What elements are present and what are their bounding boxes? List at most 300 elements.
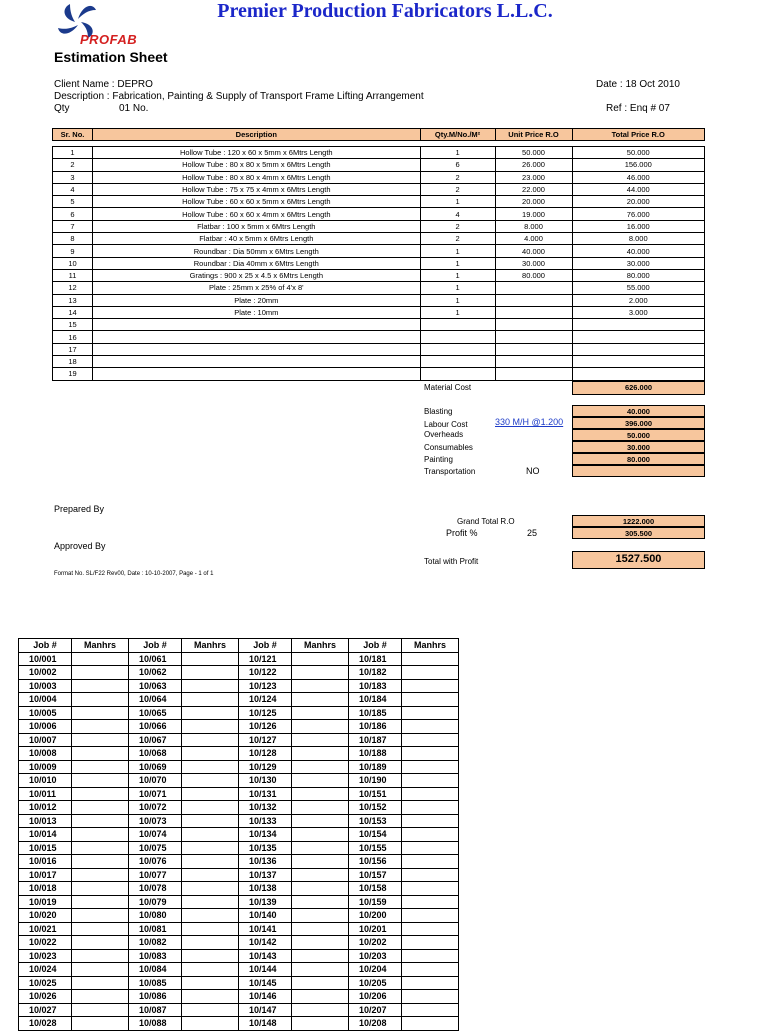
job-number: 10/025 [19,976,72,990]
manhours-cell [402,936,459,950]
manhours-cell [182,679,239,693]
item-qty: 4 [420,208,495,220]
manhours-cell [72,666,129,680]
manhours-cell [72,679,129,693]
manhours-cell [292,720,349,734]
col-sr: Sr. No. [53,129,93,141]
job-number: 10/085 [129,976,182,990]
manhours-header: Manhrs [182,639,239,653]
table-row [53,220,705,232]
job-number: 10/137 [239,868,292,882]
job-number: 10/002 [19,666,72,680]
manhours-cell [72,720,129,734]
item-sr: 7 [53,220,93,232]
job-number: 10/016 [19,855,72,869]
item-unit-price: 8.000 [495,220,572,232]
manhours-cell [182,693,239,707]
item-description: Plate : 25mm x 25% of 4'x 8' [93,282,421,294]
manhours-cell [402,990,459,1004]
table-row [53,208,705,220]
job-number: 10/139 [239,895,292,909]
job-number: 10/153 [349,814,402,828]
job-number: 10/186 [349,720,402,734]
manhours-cell [292,976,349,990]
job-number: 10/012 [19,801,72,815]
manhours-cell [292,801,349,815]
manhours-cell [292,895,349,909]
job-number: 10/005 [19,706,72,720]
item-description: Hollow Tube : 80 x 80 x 4mm x 6Mtrs Length [93,171,421,183]
job-number: 10/017 [19,868,72,882]
item-total-price [572,368,704,380]
item-unit-price [495,331,572,343]
manhours-cell [402,733,459,747]
item-qty: 6 [420,159,495,171]
job-number: 10/003 [19,679,72,693]
company-logo [52,2,148,48]
item-unit-price: 80.000 [495,269,572,281]
qty-label: Qty [54,103,70,114]
item-qty [420,331,495,343]
job-number: 10/206 [349,990,402,1004]
manhours-cell [182,774,239,788]
item-description: Gratings : 900 x 25 x 4.5 x 6Mtrs Length [93,269,421,281]
item-sr: 5 [53,196,93,208]
job-row [19,787,459,801]
transportation-box [572,465,705,477]
job-number: 10/061 [129,652,182,666]
manhours-cell [292,936,349,950]
manhours-cell [72,976,129,990]
item-total-price: 20.000 [572,196,704,208]
table-row [53,147,705,159]
job-number: 10/145 [239,976,292,990]
job-row [19,679,459,693]
estimate-header [52,128,705,141]
manhours-cell [72,814,129,828]
painting-label: Painting [424,455,453,464]
job-number: 10/076 [129,855,182,869]
manhours-header: Manhrs [402,639,459,653]
manhours-cell [292,949,349,963]
job-number: 10/011 [19,787,72,801]
logo-text: PROFAB [80,32,138,47]
item-total-price: 3.000 [572,306,704,318]
job-number: 10/065 [129,706,182,720]
item-total-price: 76.000 [572,208,704,220]
item-sr: 14 [53,306,93,318]
manhours-cell [182,882,239,896]
job-row [19,841,459,855]
job-number: 10/183 [349,679,402,693]
material-cost-value: 626.000 [572,381,705,395]
table-row [53,269,705,281]
job-number: 10/007 [19,733,72,747]
table-row [53,183,705,195]
item-sr: 6 [53,208,93,220]
item-description: Roundbar : Dia 40mm x 6Mtrs Length [93,257,421,269]
item-total-price [572,319,704,331]
job-number: 10/205 [349,976,402,990]
item-description [93,319,421,331]
item-qty: 1 [420,282,495,294]
job-row [19,976,459,990]
manhours-cell [402,1017,459,1031]
manhours-cell [402,922,459,936]
item-sr: 8 [53,233,93,245]
manhours-cell [402,828,459,842]
cost-breakdown-boxes [572,405,705,477]
job-row [19,1017,459,1031]
job-row [19,1003,459,1017]
job-number: 10/009 [19,760,72,774]
job-row [19,666,459,680]
manhours-cell [72,1017,129,1031]
job-number: 10/028 [19,1017,72,1031]
job-row [19,720,459,734]
item-qty: 2 [420,171,495,183]
job-number: 10/127 [239,733,292,747]
manhours-cell [402,882,459,896]
item-unit-price [495,319,572,331]
col-unit-price: Unit Price R.O [495,129,572,141]
job-number: 10/144 [239,963,292,977]
item-qty: 1 [420,294,495,306]
manhours-cell [182,760,239,774]
job-row [19,990,459,1004]
item-unit-price [495,282,572,294]
item-unit-price [495,343,572,355]
job-row [19,814,459,828]
job-number: 10/190 [349,774,402,788]
item-sr: 16 [53,331,93,343]
item-qty [420,368,495,380]
manhours-cell [182,895,239,909]
job-number: 10/086 [129,990,182,1004]
manhours-cell [292,882,349,896]
job-number: 10/138 [239,882,292,896]
item-total-price: 55.000 [572,282,704,294]
item-total-price: 30.000 [572,257,704,269]
item-sr: 15 [53,319,93,331]
manhours-cell [182,936,239,950]
job-number: 10/124 [239,693,292,707]
manhours-cell [292,841,349,855]
manhours-cell [292,963,349,977]
job-number: 10/148 [239,1017,292,1031]
item-unit-price: 4.000 [495,233,572,245]
job-number: 10/152 [349,801,402,815]
item-description [93,331,421,343]
manhours-cell [182,652,239,666]
sheet-title: Estimation Sheet [54,49,168,65]
item-qty: 2 [420,233,495,245]
table-row [53,257,705,269]
job-row [19,936,459,950]
manhours-cell [72,828,129,842]
job-number: 10/126 [239,720,292,734]
item-sr: 10 [53,257,93,269]
job-number-header: Job # [349,639,402,653]
job-number: 10/074 [129,828,182,842]
manhours-cell [72,760,129,774]
profit-value: 305.500 [572,527,705,539]
job-number: 10/132 [239,801,292,815]
job-number: 10/064 [129,693,182,707]
job-row [19,909,459,923]
job-number: 10/156 [349,855,402,869]
table-row [53,331,705,343]
item-total-price: 40.000 [572,245,704,257]
total-with-profit-value: 1527.500 [572,551,705,569]
item-sr: 18 [53,356,93,368]
manhours-cell [72,1003,129,1017]
manhours-cell [72,868,129,882]
reference: Ref : Enq # 07 [606,103,670,114]
job-number: 10/203 [349,949,402,963]
item-unit-price: 40.000 [495,245,572,257]
estimate-items-table [52,146,705,381]
manhours-cell [72,733,129,747]
job-number: 10/123 [239,679,292,693]
manhours-cell [182,855,239,869]
profit-percent: 25 [527,528,538,538]
profit-label: Profit % [446,528,478,538]
job-row [19,693,459,707]
job-number: 10/006 [19,720,72,734]
item-sr: 13 [53,294,93,306]
job-number: 10/128 [239,747,292,761]
job-number: 10/129 [239,760,292,774]
item-qty: 1 [420,269,495,281]
format-note: Format No. SL/F22 Rev00, Date : 10-10-2007, Page - 1 of 1 [54,571,214,577]
job-row [19,652,459,666]
manhours-cell [182,733,239,747]
job-row [19,949,459,963]
job-number: 10/202 [349,936,402,950]
job-number: 10/080 [129,909,182,923]
job-number: 10/001 [19,652,72,666]
description-line: Description : Fabrication, Painting & Supply of Transport Frame Lifting Arrangement [54,91,424,102]
job-row [19,882,459,896]
job-number: 10/187 [349,733,402,747]
job-number: 10/181 [349,652,402,666]
manhours-cell [72,706,129,720]
job-row [19,760,459,774]
manhours-cell [182,949,239,963]
job-number: 10/026 [19,990,72,1004]
job-number: 10/083 [129,949,182,963]
manhours-cell [182,666,239,680]
item-total-price: 44.000 [572,183,704,195]
item-sr: 9 [53,245,93,257]
total-with-profit-label: Total with Profit [424,557,479,566]
table-row [53,356,705,368]
job-row [19,747,459,761]
item-total-price: 2.000 [572,294,704,306]
manhours-cell [292,909,349,923]
manhours-cell [402,976,459,990]
job-number: 10/069 [129,760,182,774]
manhours-cell [292,922,349,936]
item-unit-price: 23.000 [495,171,572,183]
client-name: Client Name : DEPRO [54,79,153,90]
item-sr: 2 [53,159,93,171]
manhours-cell [402,814,459,828]
job-number: 10/019 [19,895,72,909]
item-qty [420,356,495,368]
job-number: 10/143 [239,949,292,963]
job-row [19,895,459,909]
manhours-cell [402,652,459,666]
job-number: 10/184 [349,693,402,707]
manhours-cell [292,679,349,693]
manhours-cell [292,828,349,842]
item-unit-price: 26.000 [495,159,572,171]
labour-rate-link[interactable]: 330 M/H @1.200 [495,417,564,427]
painting-value: 80.000 [572,453,705,465]
manhours-cell [182,922,239,936]
job-number: 10/023 [19,949,72,963]
job-number: 10/024 [19,963,72,977]
manhours-cell [292,693,349,707]
blasting-label: Blasting [424,407,453,416]
item-unit-price [495,294,572,306]
manhours-cell [72,787,129,801]
job-number: 10/073 [129,814,182,828]
job-number: 10/142 [239,936,292,950]
transportation-value: NO [526,466,540,476]
col-qty: Qty.M/No./M² [420,129,495,141]
manhours-cell [182,747,239,761]
item-description: Hollow Tube : 75 x 75 x 4mm x 6Mtrs Length [93,183,421,195]
job-number: 10/087 [129,1003,182,1017]
job-number: 10/067 [129,733,182,747]
job-number: 10/158 [349,882,402,896]
item-qty: 1 [420,196,495,208]
job-number: 10/135 [239,841,292,855]
manhours-cell [182,706,239,720]
job-row [19,855,459,869]
manhours-cell [402,693,459,707]
job-row [19,801,459,815]
job-number: 10/133 [239,814,292,828]
job-number: 10/121 [239,652,292,666]
manhours-cell [182,868,239,882]
job-number: 10/078 [129,882,182,896]
job-row [19,828,459,842]
manhours-cell [72,747,129,761]
job-number-header: Job # [19,639,72,653]
item-unit-price: 19.000 [495,208,572,220]
item-unit-price: 20.000 [495,196,572,208]
manhours-cell [402,949,459,963]
item-unit-price [495,306,572,318]
job-number: 10/075 [129,841,182,855]
job-number-header: Job # [129,639,182,653]
job-number: 10/208 [349,1017,402,1031]
item-qty: 1 [420,245,495,257]
job-number: 10/071 [129,787,182,801]
job-number: 10/147 [239,1003,292,1017]
manhours-cell [292,733,349,747]
item-total-price: 50.000 [572,147,704,159]
job-number-header: Job # [239,639,292,653]
overheads-value: 50.000 [572,429,705,441]
approved-by: Approved By [54,541,106,551]
item-description: Plate : 20mm [93,294,421,306]
manhours-cell [72,895,129,909]
item-description: Flatbar : 100 x 5mm x 6Mtrs Length [93,220,421,232]
item-qty: 1 [420,306,495,318]
job-number: 10/134 [239,828,292,842]
manhours-cell [72,774,129,788]
job-number: 10/070 [129,774,182,788]
job-number: 10/084 [129,963,182,977]
table-row [53,306,705,318]
job-number: 10/188 [349,747,402,761]
transportation-label: Transportation [424,467,476,476]
job-number: 10/021 [19,922,72,936]
job-number: 10/079 [129,895,182,909]
job-row [19,922,459,936]
table-row [53,159,705,171]
job-number: 10/146 [239,990,292,1004]
manhours-cell [292,990,349,1004]
job-row [19,868,459,882]
job-number: 10/122 [239,666,292,680]
manhours-cell [182,963,239,977]
manhours-cell [402,774,459,788]
manhours-cell [182,1003,239,1017]
manhours-cell [72,990,129,1004]
item-sr: 1 [53,147,93,159]
manhours-cell [72,882,129,896]
manhours-cell [402,706,459,720]
job-number: 10/027 [19,1003,72,1017]
table-row [53,319,705,331]
header-row [53,129,705,141]
jobs-header-row [19,639,459,653]
manhours-cell [292,747,349,761]
table-row [53,245,705,257]
job-number: 10/066 [129,720,182,734]
item-sr: 19 [53,368,93,380]
manhours-cell [402,841,459,855]
job-number: 10/015 [19,841,72,855]
manhours-cell [182,814,239,828]
item-description: Roundbar : Dia 50mm x 6Mtrs Length [93,245,421,257]
job-number: 10/136 [239,855,292,869]
item-description: Hollow Tube : 60 x 60 x 4mm x 6Mtrs Length [93,208,421,220]
item-unit-price: 22.000 [495,183,572,195]
manhours-cell [292,706,349,720]
job-number: 10/010 [19,774,72,788]
manhours-cell [72,922,129,936]
job-number: 10/204 [349,963,402,977]
job-number: 10/008 [19,747,72,761]
manhours-cell [72,909,129,923]
manhours-cell [72,841,129,855]
item-total-price: 46.000 [572,171,704,183]
job-number: 10/013 [19,814,72,828]
col-description: Description [93,129,421,141]
manhours-cell [72,855,129,869]
item-description: Plate : 10mm [93,306,421,318]
manhours-cell [402,801,459,815]
item-sr: 11 [53,269,93,281]
item-sr: 17 [53,343,93,355]
